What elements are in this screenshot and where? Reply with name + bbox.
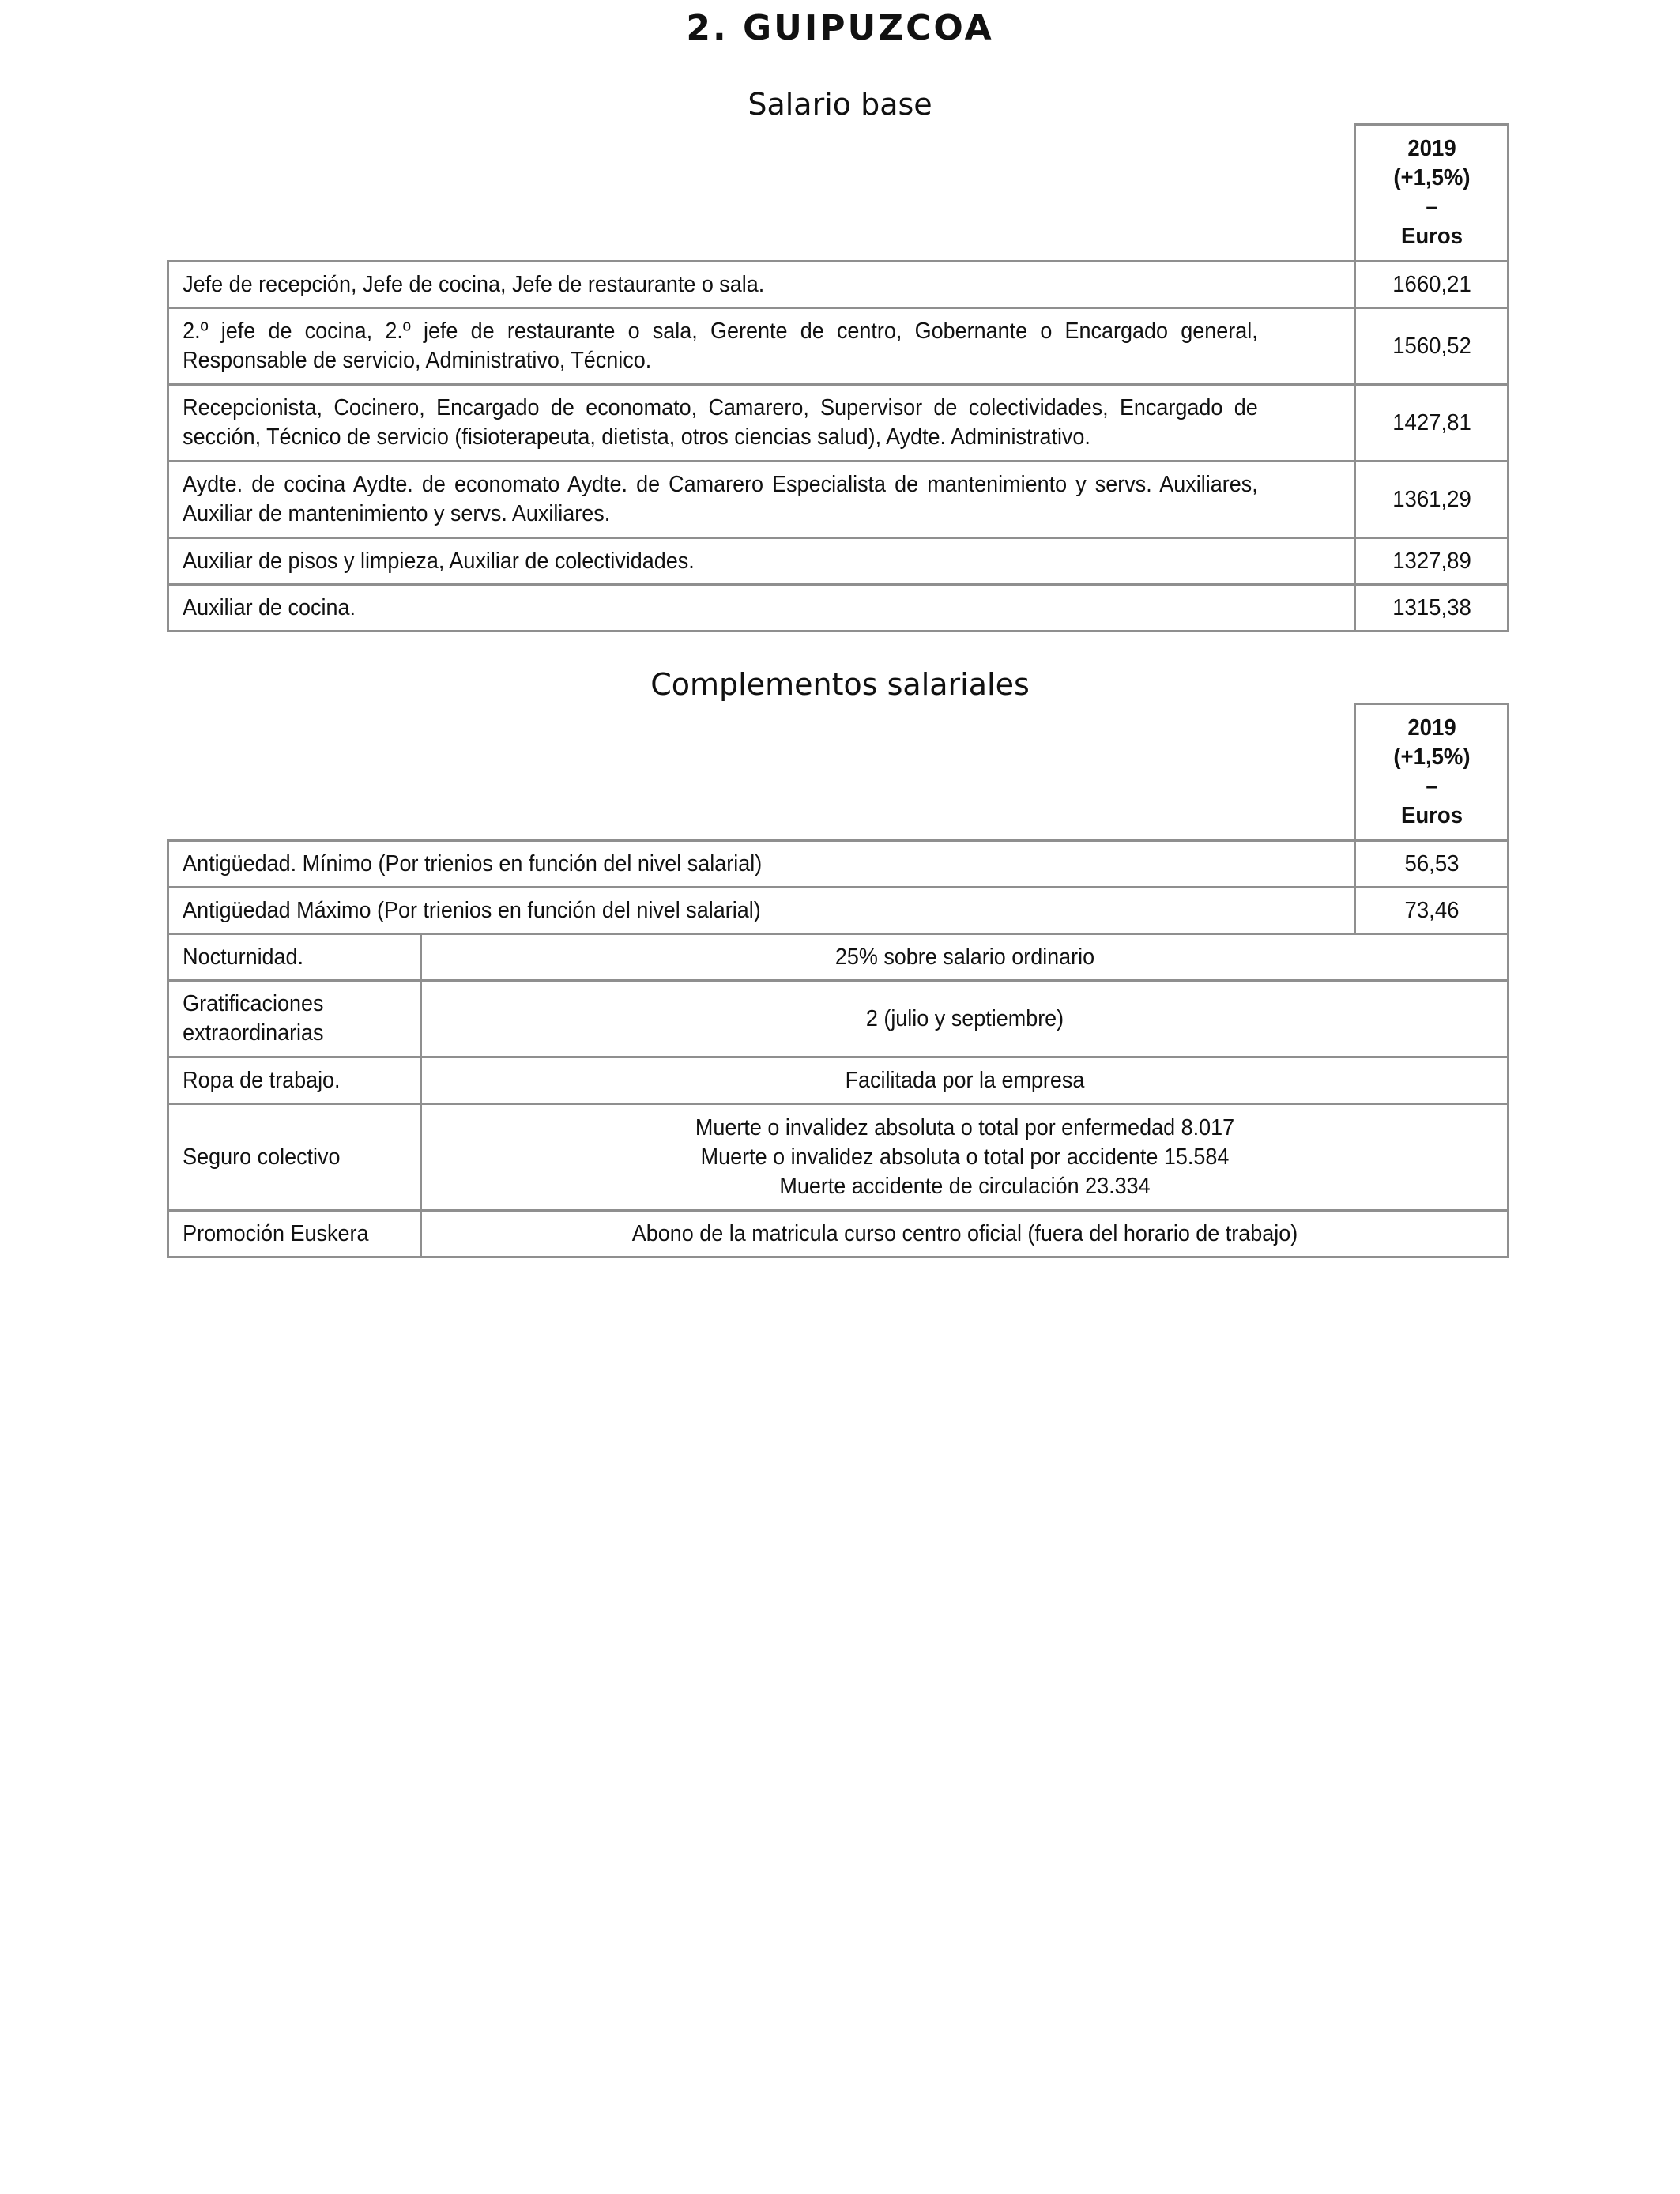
category-cell: 2.º jefe de cocina, 2.º jefe de restaurante o sala, Gerente de centro, Gobernante o Encargado general, Responsable de servicio, Administrativo, Técnico. xyxy=(168,308,1272,385)
header-dash: – xyxy=(1425,774,1438,799)
salario-base-title: Salario base xyxy=(748,87,932,122)
table-row xyxy=(168,1211,1509,1257)
header-currency: Euros xyxy=(1400,224,1463,249)
salario-base-table xyxy=(167,123,1509,632)
table-row xyxy=(168,1104,1509,1211)
category-cell: Auxiliar de pisos y limpieza, Auxiliar de colectividades. xyxy=(168,538,1272,585)
year-header-cell xyxy=(1358,125,1504,262)
complement-value-cell: 56,53 xyxy=(1358,841,1504,888)
year-header-cell xyxy=(1358,704,1504,841)
blank-header-cell xyxy=(168,704,1272,841)
salary-value-cell: 1660,21 xyxy=(1358,262,1504,308)
category-cell: Aydte. de cocina Aydte. de economato Aydte. de Camarero Especialista de mantenimiento y servs. Auxiliares, Auxiliar de mantenimiento y servs. Auxiliares. xyxy=(168,462,1272,538)
category-cell: Jefe de recepción, Jefe de cocina, Jefe de restaurante o sala. xyxy=(168,262,1272,308)
complementos-table xyxy=(167,703,1509,1258)
page-title: 2. GUIPUZCOA xyxy=(686,8,994,48)
complement-description-cell: Abono de la matricula curso centro oficial (fuera del horario de trabajo) xyxy=(459,1211,1471,1257)
insurance-line: Muerte accidente de circulación 23.334 xyxy=(778,1173,1151,1199)
header-dash: – xyxy=(1425,194,1438,220)
table-row xyxy=(168,1057,1509,1104)
complement-description-cell: 2 (julio y septiembre) xyxy=(459,981,1471,1057)
header-currency: Euros xyxy=(1400,803,1463,828)
complement-description-cell: Facilitada por la empresa xyxy=(459,1057,1471,1104)
header-year: 2019 xyxy=(1407,136,1456,161)
header-increase: (+1,5%) xyxy=(1392,165,1471,190)
complement-description-cell xyxy=(459,1104,1471,1211)
table-row xyxy=(168,385,1509,462)
header-increase: (+1,5%) xyxy=(1392,745,1471,770)
table-header-row xyxy=(168,704,1509,841)
complement-label-cell: Antigüedad. Mínimo (Por trienios en función del nivel salarial) xyxy=(168,841,1272,888)
category-cell: Recepcionista, Cocinero, Encargado de economato, Camarero, Supervisor de colectividades, Encargado de sección, Técnico de servicio (fisioterapeuta, dietista, otros ciencias salud), Aydte. Administrativo. xyxy=(168,385,1272,462)
insurance-line: Muerte o invalidez absoluta o total por enfermedad 8.017 xyxy=(695,1114,1234,1140)
complement-description-cell: 25% sobre salario ordinario xyxy=(459,934,1471,981)
table-row xyxy=(168,462,1509,538)
table-row xyxy=(168,585,1509,631)
header-year: 2019 xyxy=(1407,715,1456,741)
table-row xyxy=(168,888,1509,934)
complement-label-cell: Seguro colectivo xyxy=(168,1104,404,1211)
complement-label-cell: Ropa de trabajo. xyxy=(168,1057,404,1104)
complement-label-cell: Gratificaciones extraordinarias xyxy=(168,981,404,1057)
table-row xyxy=(168,538,1509,585)
table-row xyxy=(168,981,1509,1057)
salary-value-cell: 1327,89 xyxy=(1358,538,1504,585)
complement-label-cell: Nocturnidad. xyxy=(168,934,404,981)
table-row xyxy=(168,841,1509,888)
salary-value-cell: 1361,29 xyxy=(1358,462,1504,538)
table-row xyxy=(168,934,1509,981)
salary-value-cell: 1560,52 xyxy=(1358,308,1504,385)
salary-value-cell: 1315,38 xyxy=(1358,585,1504,631)
category-cell: Auxiliar de cocina. xyxy=(168,585,1272,631)
insurance-line: Muerte o invalidez absoluta o total por accidente 15.584 xyxy=(700,1144,1229,1170)
complementos-title: Complementos salariales xyxy=(650,667,1030,702)
complement-value-cell: 73,46 xyxy=(1358,888,1504,934)
table-row xyxy=(168,262,1509,308)
blank-header-cell xyxy=(168,125,1272,262)
complement-label-cell: Promoción Euskera xyxy=(168,1211,404,1257)
complement-label-cell: Antigüedad Máximo (Por trienios en función del nivel salarial) xyxy=(168,888,1272,934)
table-row xyxy=(168,308,1509,385)
table-header-row xyxy=(168,125,1509,262)
salary-value-cell: 1427,81 xyxy=(1358,385,1504,462)
